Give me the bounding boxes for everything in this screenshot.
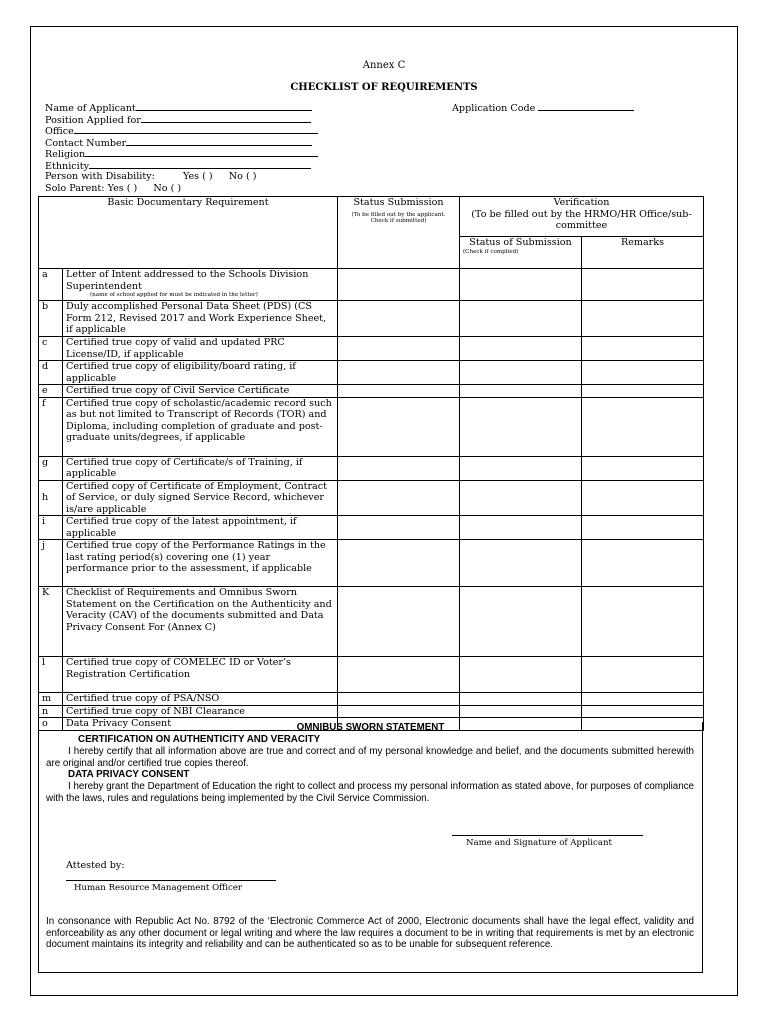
table-row (39, 361, 704, 385)
row-letter: K (39, 587, 63, 657)
applicant-status-cell[interactable] (338, 337, 460, 361)
row-requirement-text: Certified true copy of Certificate/s of Training, if applicable (63, 456, 338, 480)
status-column-header (338, 197, 460, 269)
ethnicity-label: Ethnicity (45, 161, 90, 172)
remarks-cell[interactable] (582, 385, 704, 398)
row-letter: o (39, 718, 63, 731)
verification-status-cell[interactable] (460, 337, 582, 361)
row-requirement-text: Certified true copy of Civil Service Certificate (63, 385, 338, 398)
verification-status-cell[interactable] (460, 480, 582, 516)
position-line (141, 114, 311, 123)
applicant-status-cell[interactable] (338, 301, 460, 337)
applicant-status-cell[interactable] (338, 269, 460, 301)
row-requirement-text: Certified true copy of PSA/NSO (63, 693, 338, 706)
row-requirement-note: (name of school applied for must be indicated in the letter) (90, 292, 258, 298)
row-requirement-text: Certified true copy of NBI Clearance (63, 705, 338, 718)
verification-status-cell[interactable] (460, 693, 582, 706)
row-requirement-text: Certified true copy of the Performance Ratings in the last rating period(s) covering one (1) year performance prior to the assessment, if applicable (63, 540, 338, 587)
verification-header-note: (To be filled out by the HRMO/HR Office/sub-committee (471, 208, 692, 231)
hrmo-label: Human Resource Management Officer (74, 883, 243, 893)
applicant-signature-label: Name and Signature of Applicant (466, 838, 612, 848)
row-requirement (63, 269, 338, 301)
row-letter: h (39, 480, 63, 516)
applicant-status-cell[interactable] (338, 705, 460, 718)
statement-title: OMNIBUS SWORN STATEMENT (296, 722, 445, 733)
row-requirement-text: Certified true copy of valid and updated PRC License/ID, if applicable (63, 337, 338, 361)
remarks-cell[interactable] (582, 693, 704, 706)
remarks-label: Remarks (620, 237, 665, 248)
office-label: Office (45, 126, 74, 137)
row-letter: a (39, 269, 63, 301)
remarks-cell[interactable] (582, 480, 704, 516)
verification-status-cell[interactable] (460, 587, 582, 657)
row-requirement-text: Letter of Intent addressed to the Schools Division Superintendent (66, 269, 309, 292)
row-requirement-text: Certified true copy of scholastic/academic record such as but not limited to Transcript of Records (TOR) and Diploma, including completion of graduate and post-graduate units/degrees, if applicable (63, 397, 338, 456)
table-row (39, 385, 704, 398)
verification-status-label: Status of Submission (469, 237, 572, 248)
applicant-status-cell[interactable] (338, 480, 460, 516)
verification-status-cell[interactable] (460, 301, 582, 337)
applicant-status-cell[interactable] (338, 657, 460, 693)
requirement-column-header (39, 197, 338, 269)
verification-header-label: Verification (553, 197, 610, 208)
application-code-label: Application Code (452, 103, 536, 114)
solo-parent-yes-option[interactable]: Yes ( ) (107, 183, 138, 194)
solo-parent-label: Solo Parent: (45, 183, 105, 194)
requirement-header-label: Basic Documentary Requirement (107, 197, 269, 208)
disability-yes-option[interactable]: Yes ( ) (182, 171, 213, 182)
contact-label: Contact Number (45, 138, 127, 149)
row-requirement-text: Checklist of Requirements and Omnibus Sworn Statement on the Certification on the Authenticity and Veracity (CAV) of the documents submitted and Data Privacy Consent For (Annex C) (63, 587, 338, 657)
cav-paragraph: I hereby certify that all information above are true and correct and of my personal knowledge and belief, and the documents submitted herewith are original and/or certified true copies thereof. (46, 746, 694, 769)
applicant-signature-line[interactable] (452, 835, 643, 836)
office-field[interactable] (45, 125, 318, 137)
consonance-paragraph: In consonance with Republic Act No. 8792 of the ‘Electronic Commerce Act of 2000, Electronic documents shall have the legal effect, validity and enforceability as any other document or legal writing and where the law requires a document to be in writing that requirements is met by an electronic document maintains its integrity and reliability and can be authenticated so as to be unable for subsequent reference. (46, 916, 694, 951)
verification-status-cell[interactable] (460, 540, 582, 587)
table-row (39, 397, 704, 456)
row-requirement-text: Certified copy of Certificate of Employment, Contract of Service, or duly signed Service Record, whichever is/are applicable (63, 480, 338, 516)
row-letter: c (39, 337, 63, 361)
row-letter: m (39, 693, 63, 706)
religion-field[interactable] (45, 148, 318, 160)
applicant-status-cell[interactable] (338, 456, 460, 480)
applicant-status-cell[interactable] (338, 516, 460, 540)
verification-status-note: (Check if complied) (463, 248, 519, 255)
row-letter: n (39, 705, 63, 718)
applicant-name-line (136, 102, 312, 111)
row-letter: g (39, 456, 63, 480)
remarks-cell[interactable] (582, 397, 704, 456)
remarks-header (582, 237, 704, 269)
applicant-status-cell[interactable] (338, 385, 460, 398)
table-row (39, 456, 704, 480)
status-header-label: Status Submission (353, 197, 444, 208)
disability-label: Person with Disability: (45, 171, 155, 182)
disability-no-option[interactable]: No ( ) (228, 171, 257, 182)
remarks-cell[interactable] (582, 516, 704, 540)
religion-line (85, 148, 318, 157)
remarks-cell[interactable] (582, 269, 704, 301)
verification-status-cell[interactable] (460, 361, 582, 385)
row-requirement-text: Certified true copy of the latest appointment, if applicable (63, 516, 338, 540)
row-letter: e (39, 385, 63, 398)
ethnicity-line (89, 160, 311, 169)
row-letter: i (39, 516, 63, 540)
row-requirement-text: Certified true copy of eligibility/board rating, if applicable (63, 361, 338, 385)
religion-label: Religion (45, 149, 86, 160)
row-requirement-text: Data Privacy Consent (63, 718, 338, 731)
row-requirement-text: Duly accomplished Personal Data Sheet (PDS) (CS Form 212, Revised 2017 and Work Experience Sheet, if applicable (63, 301, 338, 337)
applicant-status-cell[interactable] (338, 540, 460, 587)
status-header-note: (To be filled out by the applicant. Check if submitted) (351, 211, 446, 224)
row-letter: d (39, 361, 63, 385)
application-code-line (538, 102, 634, 111)
verification-status-cell[interactable] (460, 269, 582, 301)
row-letter: b (39, 301, 63, 337)
contact-line (126, 137, 312, 146)
table-row (39, 540, 704, 587)
applicant-name-field[interactable] (45, 102, 312, 114)
verification-status-cell[interactable] (460, 456, 582, 480)
annex-label: Annex C (362, 60, 406, 71)
table-row (39, 657, 704, 693)
remarks-cell[interactable] (582, 705, 704, 718)
requirements-table (38, 196, 704, 731)
remarks-cell[interactable] (582, 301, 704, 337)
row-requirement-text: Certified true copy of COMELEC ID or Voter’s Registration Certification (63, 657, 338, 693)
table-row (39, 337, 704, 361)
applicant-status-cell[interactable] (338, 397, 460, 456)
row-letter: l (39, 657, 63, 693)
remarks-cell[interactable] (582, 587, 704, 657)
verification-status-cell[interactable] (460, 705, 582, 718)
privacy-paragraph: I hereby grant the Department of Education the right to collect and process my personal information as stated above, for purposes of compliance with the laws, rules and regulations being implemented by the Civil Service Commission. (46, 781, 694, 804)
table-row (39, 301, 704, 337)
remarks-cell[interactable] (582, 337, 704, 361)
application-code-field[interactable] (452, 102, 634, 114)
table-row (39, 587, 704, 657)
remarks-cell[interactable] (582, 456, 704, 480)
applicant-name-label: Name of Applicant (45, 103, 136, 114)
verification-status-cell[interactable] (460, 397, 582, 456)
verification-status-cell[interactable] (460, 657, 582, 693)
verification-status-cell[interactable] (460, 516, 582, 540)
cav-heading: CERTIFICATION ON AUTHENTICITY AND VERACITY (78, 734, 321, 745)
solo-parent-no-option[interactable]: No ( ) (153, 183, 182, 194)
verification-status-header (460, 237, 582, 269)
hrmo-signature-line[interactable] (66, 880, 276, 881)
applicant-status-cell[interactable] (338, 693, 460, 706)
privacy-heading: DATA PRIVACY CONSENT (68, 769, 190, 780)
row-letter: f (39, 397, 63, 456)
position-label: Position Applied for (45, 115, 141, 126)
verification-column-header (460, 197, 704, 237)
remarks-cell[interactable] (582, 657, 704, 693)
office-line (74, 125, 318, 134)
row-letter: j (39, 540, 63, 587)
sworn-statement-box (38, 722, 703, 973)
table-row (39, 269, 704, 301)
table-row (39, 705, 704, 718)
applicant-status-cell[interactable] (338, 587, 460, 657)
table-row (39, 480, 704, 516)
remarks-cell[interactable] (582, 540, 704, 587)
verification-status-cell[interactable] (460, 385, 582, 398)
table-row (39, 516, 704, 540)
remarks-cell[interactable] (582, 361, 704, 385)
table-row (39, 693, 704, 706)
page-title: CHECKLIST OF REQUIREMENTS (290, 82, 478, 93)
solo-parent-field (45, 183, 181, 194)
disability-field (45, 171, 257, 182)
attested-by-label: Attested by: (66, 860, 125, 871)
applicant-status-cell[interactable] (338, 361, 460, 385)
